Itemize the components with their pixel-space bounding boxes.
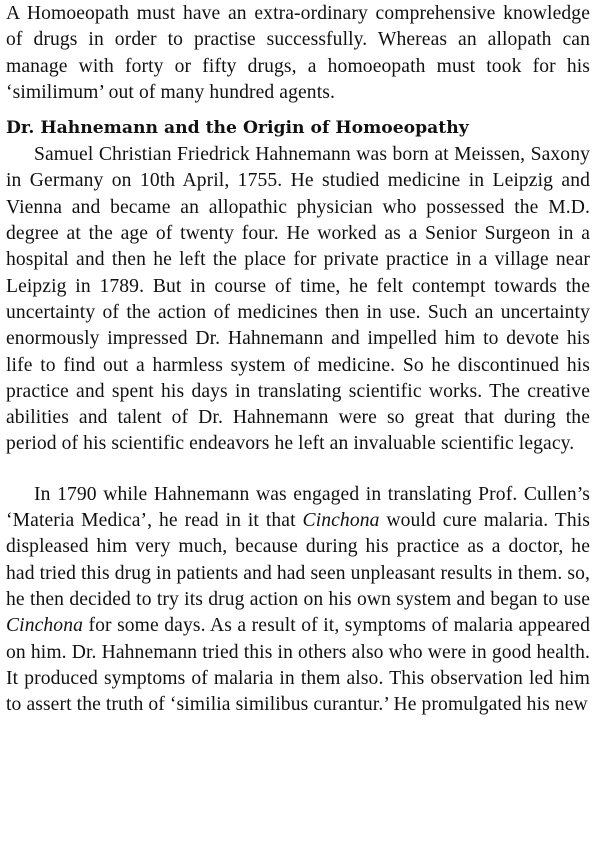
- document-page: [6, 0, 590, 718]
- intro-paragraph: A Homoeopath must have an extra-ordinary comprehensive knowledge of drugs in order to practise successfully. Whereas an allopath can manage with forty or fifty drugs, a homoeopath must took for his ‘similimum’ out of many hundred agents.: [6, 3, 590, 103]
- paragraph-spacer: [6, 458, 590, 482]
- paragraph-2-text-b: would cure malaria. This displeased him very much, because during his practice as a doctor, he had tried this drug in patients and had seen unpleasant results in them. so, he then decided to try its drug action on his own system and began to use: [6, 510, 590, 610]
- paragraph-2-text-a: In 1790 while Hahnemann was engaged in translating Prof. Cullen’s ‘Materia Medica’, he read in it that: [6, 483, 590, 532]
- italic-term-cinchona-1: Cinchona: [302, 510, 380, 532]
- body-paragraph-2: [6, 482, 590, 719]
- body-paragraph-1: Samuel Christian Friedrick Hahnemann was born at Meissen, Saxony in Germany on 10th April, 1755. He studied medicine in Leipzig and Vienna and became an allopathic physician who possessed the M.D. degree at the age of twenty four. He worked as a Senior Surgeon in a hospital and then he left the place for private practice in a village near Leipzig in 1789. But in course of time, he felt contempt towards the uncertainty of the action of medicines then in use. Such an uncertainty enormously impressed Dr. Hahnemann and impelled him to devote his life to find out a harmless system of medicine. So he discontinued his practice and spent his days in translating scientific works. The creative abilities and talent of Dr. Hahnemann were so great that during the period of his scientific endeavors he left an invaluable scientific legacy.: [6, 144, 590, 455]
- italic-term-cinchona-2: Cinchona: [6, 615, 83, 637]
- paragraph-2-text-c: for some days. As a result of it, symptoms of malaria appeared on him. Dr. Hahnemann tried this in others also who were in good health. It produced symptoms of malaria in them also. This observation led him to assert the truth of ‘similia similibus curantur.’ He promulgated his new: [6, 615, 590, 716]
- section-heading: Dr. Hahnemann and the Origin of Homoeopathy: [6, 118, 469, 139]
